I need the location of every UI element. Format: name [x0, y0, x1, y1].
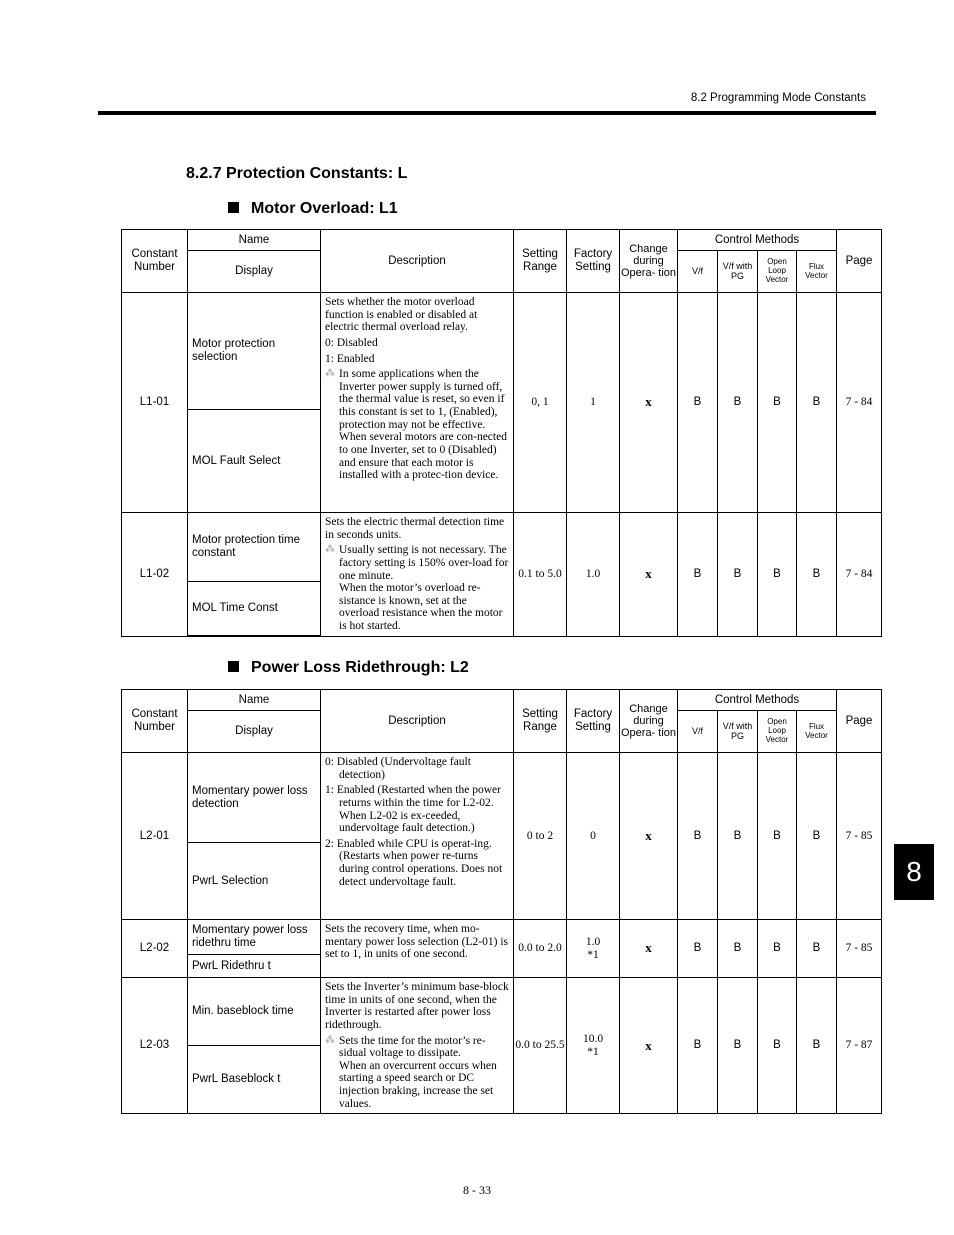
- col-description: Description: [321, 690, 514, 753]
- constant-name: Min. baseblock time: [188, 978, 321, 1046]
- method-vf: B: [678, 293, 718, 513]
- col-setting-range: Setting Range: [514, 690, 567, 753]
- col-display: Display: [188, 711, 321, 753]
- col-vf-pg: V/f with PG: [718, 711, 758, 753]
- constant-name: Motor protection selection: [188, 293, 321, 410]
- factory-setting: 1: [567, 293, 620, 513]
- col-vf: V/f: [678, 251, 718, 293]
- constant-display: PwrL Baseblock t: [188, 1046, 321, 1114]
- setting-range: 0 to 2: [514, 753, 567, 920]
- method-open-loop: B: [758, 513, 797, 637]
- constant-number: L2-01: [122, 753, 188, 920]
- constant-display: PwrL Selection: [188, 843, 321, 920]
- constant-display: PwrL Ridethru t: [188, 955, 321, 978]
- method-open-loop: B: [758, 920, 797, 978]
- bullet-square-icon: [228, 202, 239, 213]
- col-change-during-operation: Change during Opera- tion: [620, 690, 678, 753]
- method-vf-pg: B: [718, 293, 758, 513]
- page-ref: 7 - 84: [837, 513, 882, 637]
- page-ref: 7 - 87: [837, 978, 882, 1114]
- factory-setting: 10.0 *1: [567, 978, 620, 1114]
- constant-name: Momentary power loss ridethru time: [188, 920, 321, 955]
- subsection-title-l2: [228, 659, 469, 677]
- change-during-operation: x: [620, 293, 678, 513]
- chapter-tab: 8: [894, 844, 934, 900]
- subsection-title-text: Power Loss Ridethrough: L2: [251, 659, 469, 676]
- col-description: Description: [321, 230, 514, 293]
- method-open-loop: B: [758, 753, 797, 920]
- factory-setting: 1.0: [567, 513, 620, 637]
- l2-constants-table: [121, 689, 882, 1114]
- subsection-title-l1: [228, 200, 398, 218]
- method-flux: B: [797, 513, 837, 637]
- col-change-during-operation: Change during Opera- tion: [620, 230, 678, 293]
- factory-setting: 0: [567, 753, 620, 920]
- col-name: Name: [188, 230, 321, 251]
- change-during-operation: x: [620, 920, 678, 978]
- method-vf: B: [678, 513, 718, 637]
- method-flux: B: [797, 753, 837, 920]
- col-vf: V/f: [678, 711, 718, 753]
- factory-setting: 1.0 *1: [567, 920, 620, 978]
- method-open-loop: B: [758, 978, 797, 1114]
- col-flux-vector: Flux Vector: [797, 711, 837, 753]
- method-vf-pg: B: [718, 920, 758, 978]
- constant-display: MOL Time Const: [188, 581, 321, 636]
- constant-number: L1-02: [122, 513, 188, 637]
- constant-description: Sets the recovery time, when mo-mentary power loss selection (L2-01) is set to 1, in units of one second.: [321, 920, 514, 978]
- col-flux-vector: Flux Vector: [797, 251, 837, 293]
- change-during-operation: x: [620, 753, 678, 920]
- method-vf: B: [678, 978, 718, 1114]
- note-star-icon: ⁂: [325, 1034, 335, 1046]
- method-vf-pg: B: [718, 513, 758, 637]
- constant-name: Motor protection time constant: [188, 513, 321, 582]
- l1-constants-table: [121, 229, 882, 637]
- section-title: 8.2.7 Protection Constants: L: [186, 165, 408, 182]
- col-control-methods: Control Methods: [678, 230, 837, 251]
- col-vf-pg: V/f with PG: [718, 251, 758, 293]
- col-factory-setting: Factory Setting: [567, 690, 620, 753]
- running-header: 8.2 Programming Mode Constants: [690, 92, 866, 104]
- constant-number: L1-01: [122, 293, 188, 513]
- col-factory-setting: Factory Setting: [567, 230, 620, 293]
- bullet-square-icon: [228, 661, 239, 672]
- subsection-title-text: Motor Overload: L1: [251, 200, 398, 217]
- header-rule: [98, 111, 876, 115]
- factory-setting-footnote: *1: [587, 1045, 599, 1058]
- constant-name: Momentary power loss detection: [188, 753, 321, 843]
- method-vf-pg: B: [718, 753, 758, 920]
- method-open-loop: B: [758, 293, 797, 513]
- constant-number: L2-02: [122, 920, 188, 978]
- note-star-icon: ⁂: [325, 544, 335, 556]
- page-ref: 7 - 84: [837, 293, 882, 513]
- col-name: Name: [188, 690, 321, 711]
- method-flux: B: [797, 978, 837, 1114]
- method-vf-pg: B: [718, 978, 758, 1114]
- page-ref: 7 - 85: [837, 753, 882, 920]
- setting-range: 0.1 to 5.0: [514, 513, 567, 637]
- setting-range: 0.0 to 2.0: [514, 920, 567, 978]
- method-flux: B: [797, 293, 837, 513]
- method-vf: B: [678, 753, 718, 920]
- col-open-loop-vector: Open Loop Vector: [758, 711, 797, 753]
- constant-description: Sets whether the motor overload function is enabled or disabled at electric thermal overload relay. 0: Disabled 1: Enabled ⁂ In some applications when the Inverter power supply is turned off, the thermal value is reset, so even if this constant is set to 1, (Enabled), protection may not be effective. When several motors are con-nected to one Inverter, set to 0 (Disabled) and ensure that each motor is installed with a protec-tion device.: [321, 293, 514, 513]
- col-open-loop-vector: Open Loop Vector: [758, 251, 797, 293]
- page-ref: 7 - 85: [837, 920, 882, 978]
- method-vf: B: [678, 920, 718, 978]
- constant-description: Sets the Inverter’s minimum base-block time in units of one second, when the Inverter is restarted after power loss ridethrough. ⁂ Sets the time for the motor’s re-sidual voltage to dissipate. When an overcurrent occurs when starting a speed search or DC injection braking, increase the set values.: [321, 978, 514, 1114]
- col-control-methods: Control Methods: [678, 690, 837, 711]
- factory-setting-footnote: *1: [587, 948, 599, 961]
- col-constant-number: Constant Number: [122, 690, 188, 753]
- change-during-operation: x: [620, 513, 678, 637]
- col-page: Page: [837, 230, 882, 293]
- method-flux: B: [797, 920, 837, 978]
- change-during-operation: x: [620, 978, 678, 1114]
- constant-description: Sets the electric thermal detection time in seconds units. ⁂ Usually setting is not necessary. The factory setting is 150% over-load for one minute. When the motor’s overload re-sistance is known, set at the overload resistance when the motor is hot started.: [321, 513, 514, 637]
- col-page: Page: [837, 690, 882, 753]
- setting-range: 0.0 to 25.5: [514, 978, 567, 1114]
- col-setting-range: Setting Range: [514, 230, 567, 293]
- constant-description: 0: Disabled (Undervoltage fault detection) 1: Enabled (Restarted when the power returns within the time for L2-02. When L2-02 is ex-ceeded, undervoltage fault detection.) 2: Enabled while CPU is operat-ing. (Restarts when power re-turns during control operations. Does not detect undervoltage fault.: [321, 753, 514, 920]
- col-display: Display: [188, 251, 321, 293]
- note-star-icon: ⁂: [325, 368, 335, 380]
- col-constant-number: Constant Number: [122, 230, 188, 293]
- setting-range: 0, 1: [514, 293, 567, 513]
- page-number: 8 - 33: [463, 1183, 491, 1197]
- constant-display: MOL Fault Select: [188, 410, 321, 513]
- constant-number: L2-03: [122, 978, 188, 1114]
